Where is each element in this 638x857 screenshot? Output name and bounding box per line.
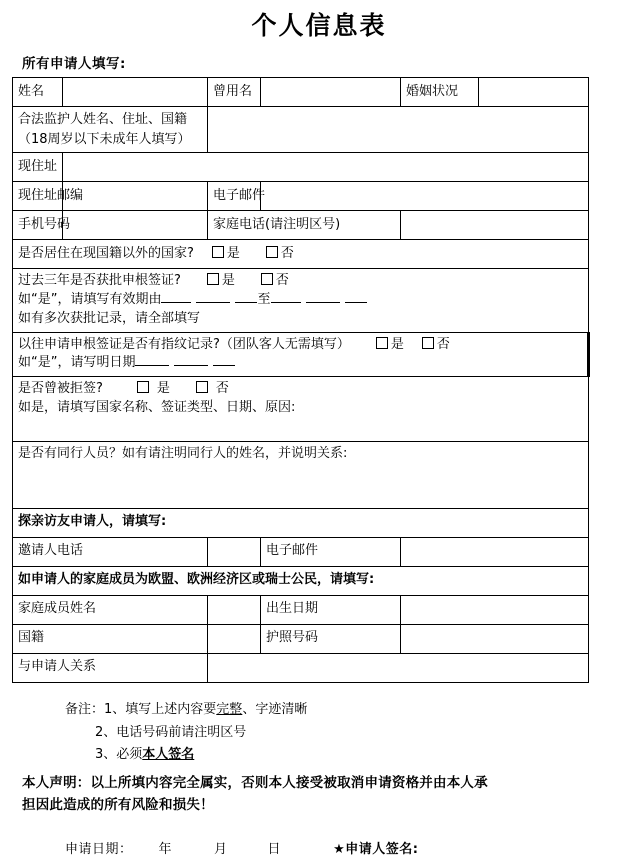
table-row-question-reside-abroad xyxy=(13,240,589,269)
label-name: 姓名 xyxy=(13,78,63,107)
note-item-2: 2、电话号码前请注明区号 xyxy=(95,724,247,740)
section-heading-all-applicants: 所有申请人填写: xyxy=(22,56,126,72)
label-marital-status: 婚姻状况 xyxy=(401,78,479,107)
input-inviter-phone[interactable] xyxy=(208,537,261,566)
question-fingerprint-line1 xyxy=(18,336,582,355)
input-fingerprint-day[interactable] xyxy=(213,354,235,366)
label-inviter-phone: 邀请人电话 xyxy=(13,537,208,566)
input-postcode[interactable] xyxy=(63,182,208,211)
label-email: 电子邮件 xyxy=(208,182,261,211)
input-passport-number[interactable] xyxy=(401,624,589,653)
section-heading-visit: 探亲访友申请人，请填写: xyxy=(13,508,589,537)
checkbox-refused-no[interactable] xyxy=(196,380,229,399)
input-family-member-name[interactable] xyxy=(208,595,261,624)
note-1-post: 、字迹清晰 xyxy=(242,701,308,717)
note-item-3 xyxy=(95,744,628,767)
table-row-section-family xyxy=(13,566,589,595)
input-mobile[interactable] xyxy=(63,211,208,240)
label-postcode: 现住址邮编 xyxy=(13,182,63,211)
checkbox-refused-no-label: 否 xyxy=(215,381,229,397)
input-inviter-email[interactable] xyxy=(401,537,589,566)
question-fingerprint-date-prefix: 如“是”，请写明日期 xyxy=(18,355,136,371)
notes-block xyxy=(65,699,628,767)
question-schengen-validity-mid: 至 xyxy=(257,291,271,307)
table-row-guardian xyxy=(13,107,589,153)
checkbox-square-icon xyxy=(212,246,224,258)
table-row-question-schengen xyxy=(13,269,589,333)
label-year: 年 xyxy=(158,842,173,857)
checkbox-square-icon xyxy=(207,273,219,285)
input-relation-to-applicant[interactable] xyxy=(208,653,589,682)
note-1-emphasis: 完整 xyxy=(216,701,243,717)
checkbox-fingerprint-no-label: 否 xyxy=(436,336,450,352)
input-email[interactable] xyxy=(261,182,589,211)
input-name[interactable] xyxy=(63,78,208,107)
question-refused-text: 是否曾被拒签? xyxy=(18,381,103,397)
input-refused-details[interactable] xyxy=(18,418,583,438)
question-schengen-line1 xyxy=(18,272,583,291)
question-fingerprint-text: 以往申请申根签证是否有指纹记录?（团队客人无需填写） xyxy=(18,336,350,352)
checkbox-fingerprint-yes[interactable] xyxy=(376,336,404,355)
note-3-emphasis: 本人签名 xyxy=(142,747,195,763)
table-row-address xyxy=(13,153,589,182)
question-refused xyxy=(13,377,589,442)
label-nationality: 国籍 xyxy=(13,624,208,653)
label-home-phone: 家庭电话(请注明区号) xyxy=(208,211,401,240)
table-row-family-nationality xyxy=(13,624,589,653)
input-nationality[interactable] xyxy=(208,624,261,653)
label-guardian-line2: （18周岁以下未成年人填写） xyxy=(18,131,191,147)
label-guardian-line1: 合法监护人姓名、住址、国籍 xyxy=(18,112,188,127)
checkbox-schengen-yes[interactable] xyxy=(207,272,235,291)
input-home-phone[interactable] xyxy=(401,211,589,240)
table-row-name xyxy=(13,78,589,107)
label-mobile: 手机号码 xyxy=(13,211,63,240)
checkbox-refused-yes-label: 是 xyxy=(156,381,170,397)
input-schengen-from-day[interactable] xyxy=(235,291,257,303)
label-application-date: 申请日期： xyxy=(65,842,133,857)
question-schengen-line2 xyxy=(18,291,583,310)
label-passport-number: 护照号码 xyxy=(261,624,401,653)
question-refused-line2: 如是，请填写国家名称、签证类型、日期、原因: xyxy=(18,400,296,416)
checkbox-fingerprint-yes-label: 是 xyxy=(390,336,404,352)
table-row-inviter xyxy=(13,537,589,566)
note-3-pre: 3、必须 xyxy=(95,747,143,763)
checkbox-square-icon xyxy=(266,246,278,258)
checkbox-reside-abroad-yes-label: 是 xyxy=(226,245,240,261)
checkbox-square-icon xyxy=(137,381,149,393)
personal-info-table xyxy=(12,77,590,683)
label-inviter-email: 电子邮件 xyxy=(261,537,401,566)
question-fingerprint-line2 xyxy=(18,354,582,373)
input-fingerprint-month[interactable] xyxy=(174,354,208,366)
question-companion-line1: 是否有同行人员？如有请注明同行人的姓名，并说明关系: xyxy=(18,445,348,461)
label-former-name: 曾用名 xyxy=(208,78,261,107)
input-guardian[interactable] xyxy=(208,107,589,153)
question-reside-abroad-text: 是否居住在现国籍以外的国家? xyxy=(18,245,194,261)
checkbox-refused-yes[interactable] xyxy=(137,380,170,399)
label-applicant-signature: 申请人签名: xyxy=(345,842,419,857)
declaration-line-2: 担因此造成的所有风险和损失！ xyxy=(22,796,214,813)
checkbox-reside-abroad-no-label: 否 xyxy=(280,245,294,261)
question-schengen-text: 过去三年是否获批申根签证? xyxy=(18,273,181,288)
label-family-member-name: 家庭成员姓名 xyxy=(13,595,208,624)
page-title: 个人信息表 xyxy=(251,11,387,40)
declaration-block xyxy=(22,773,628,816)
checkbox-square-icon xyxy=(422,337,434,349)
input-schengen-to-year[interactable] xyxy=(271,291,301,303)
table-row-family-relation xyxy=(13,653,589,682)
checkbox-reside-abroad-yes[interactable] xyxy=(212,245,240,264)
input-former-name[interactable] xyxy=(261,78,401,107)
checkbox-schengen-no-label: 否 xyxy=(275,273,289,288)
label-relation-to-applicant: 与申请人关系 xyxy=(13,653,208,682)
input-schengen-to-day[interactable] xyxy=(345,291,367,303)
table-row-mobile xyxy=(13,211,589,240)
input-schengen-from-year[interactable] xyxy=(161,291,191,303)
notes-prefix: 备注： xyxy=(65,701,105,717)
input-schengen-from-month[interactable] xyxy=(196,291,230,303)
form-page xyxy=(0,6,638,857)
note-1-pre: 1、填写上述内容要 xyxy=(104,701,217,717)
checkbox-square-icon xyxy=(261,273,273,285)
table-row-section-visit xyxy=(13,508,589,537)
label-day: 日 xyxy=(267,842,282,857)
declaration-line-1: 本人声明：以上所填内容完全属实，否则本人接受被取消申请资格并由本人承 xyxy=(22,775,488,792)
label-month: 月 xyxy=(214,842,228,857)
checkbox-fingerprint-no[interactable] xyxy=(422,336,450,355)
table-row-postcode xyxy=(13,182,589,211)
checkbox-schengen-yes-label: 是 xyxy=(221,273,235,288)
checkbox-square-icon xyxy=(376,337,388,349)
question-reside-abroad xyxy=(13,240,589,269)
question-schengen-line3: 如有多次获批记录，请全部填写 xyxy=(18,310,201,326)
input-fingerprint-year[interactable] xyxy=(135,354,169,366)
table-row-question-refused xyxy=(13,377,589,442)
checkbox-square-icon xyxy=(196,381,208,393)
question-schengen-validity-prefix: 如“是”，请填写有效期由 xyxy=(18,291,162,307)
table-row-question-fingerprint xyxy=(13,332,589,377)
signature-row xyxy=(65,838,628,857)
label-current-address: 现住址 xyxy=(13,153,63,182)
checkbox-reside-abroad-no[interactable] xyxy=(266,245,294,264)
label-birth-date: 出生日期 xyxy=(261,595,401,624)
input-birth-date[interactable] xyxy=(401,595,589,624)
label-guardian xyxy=(13,107,208,153)
question-schengen xyxy=(13,269,589,333)
input-schengen-to-month[interactable] xyxy=(306,291,340,303)
checkbox-schengen-no[interactable] xyxy=(261,272,289,291)
input-current-address[interactable] xyxy=(63,153,589,182)
input-marital-status[interactable] xyxy=(479,78,589,107)
table-row-question-companion xyxy=(13,441,589,508)
note-item-1 xyxy=(65,699,628,722)
star-icon: ★ xyxy=(333,842,346,857)
question-companion xyxy=(13,441,589,508)
input-companion-details[interactable] xyxy=(18,464,583,502)
table-row-family-name xyxy=(13,595,589,624)
question-fingerprint xyxy=(13,332,589,377)
question-refused-line1 xyxy=(18,380,583,399)
section-heading-family: 如申请人的家庭成员为欧盟、欧洲经济区或瑞士公民，请填写: xyxy=(13,566,589,595)
